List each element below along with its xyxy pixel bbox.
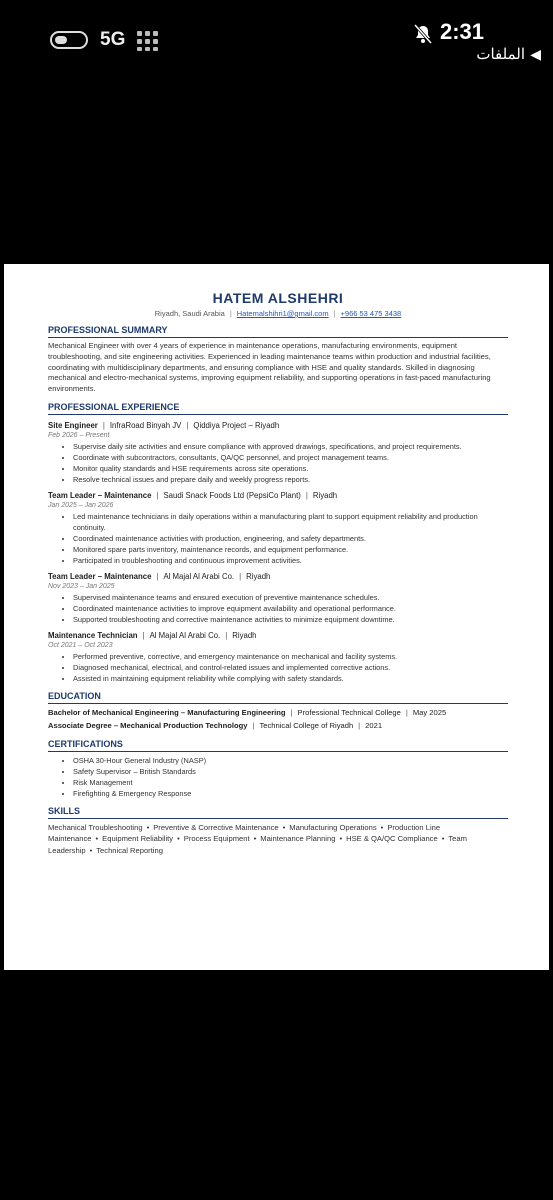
job-bullet: • Participated in troubleshooting and continuous improvement activities.	[73, 555, 508, 566]
skill-separator: •	[253, 834, 257, 844]
mute-bell-icon	[414, 24, 432, 44]
job-dates: Jan 2025 – Jan 2026	[48, 501, 114, 509]
job-bullet: • Supervised maintenance teams and ensured execution of preventive maintenance schedules.	[73, 592, 508, 603]
signal-grid-icon	[137, 31, 163, 51]
skill-separator: •	[339, 834, 343, 844]
skill-separator: •	[177, 834, 180, 844]
skill-item: Maintenance Planning	[260, 834, 336, 844]
education-entry	[48, 720, 508, 732]
job-bullet: • Supervise daily site activities and ensure compliance with approved drawings, specifications, and project requirements.	[73, 441, 508, 452]
job-list	[48, 421, 508, 684]
resume-content	[48, 290, 508, 856]
job-bullets	[48, 511, 508, 566]
certification-list	[48, 755, 508, 799]
skill-separator: •	[146, 822, 150, 832]
network-type: 5G	[100, 29, 126, 50]
job-entry	[48, 572, 508, 625]
job-company: Saudi Snack Foods Ltd (PepsiCo Plant)	[163, 490, 301, 500]
clock: 2:31	[440, 19, 485, 44]
resume-document	[4, 264, 549, 970]
education-section	[48, 691, 508, 732]
job-dates: Nov 2023 – Jan 2025	[48, 582, 115, 590]
back-to-files-link[interactable]: الملفات	[476, 46, 525, 63]
job-dates: Feb 2026 – Present	[48, 431, 110, 439]
job-entry	[48, 631, 508, 684]
job-title: Site Engineer	[48, 420, 98, 430]
section-title: PROFESSIONAL SUMMARY	[48, 325, 508, 338]
job-company: Al Majal Al Arabi Co.	[149, 630, 221, 640]
certification-item: • Safety Supervisor – British Standards	[73, 766, 508, 777]
education-entry	[48, 707, 508, 719]
certification-item: • OSHA 30-Hour General Industry (NASP)	[73, 755, 508, 766]
experience-section	[48, 402, 508, 684]
degree: Associate Degree – Mechanical Production Technology	[48, 720, 248, 730]
skill-item: Preventive & Corrective Maintenance	[153, 822, 279, 832]
skill-item: Manufacturing Operations	[289, 822, 377, 832]
separator: |	[239, 571, 242, 581]
job-company: Al Majal Al Arabi Co.	[163, 571, 235, 581]
skill-item: Technical Reporting	[96, 845, 163, 855]
skill-separator: •	[441, 834, 445, 844]
section-title: EDUCATION	[48, 691, 508, 704]
job-header	[48, 421, 508, 431]
job-location: Riyadh	[232, 630, 257, 640]
job-location: Riyadh	[312, 490, 338, 500]
toggle-pill-icon	[50, 31, 88, 49]
separator: |	[252, 720, 255, 730]
certifications-section	[48, 739, 508, 799]
school: Technical College of Riyadh	[259, 720, 354, 730]
skill-separator: •	[89, 845, 93, 855]
email-link[interactable]: Hatemalshihri1@gmail.com	[236, 309, 329, 318]
skill-separator: •	[282, 822, 286, 832]
summary-section	[48, 325, 508, 395]
skill-item: Production Line Maintenance	[48, 822, 441, 844]
job-bullet: • Resolve technical issues and prepare daily and weekly progress reports.	[73, 474, 508, 485]
job-header	[48, 572, 508, 582]
job-bullet: • Monitor quality standards and HSE requirements across site operations.	[73, 463, 508, 474]
job-entry	[48, 421, 508, 485]
skill-item: HSE & QA/QC Compliance	[346, 834, 438, 844]
status-bar	[0, 0, 553, 80]
job-bullets	[48, 441, 508, 485]
job-title: Team Leader – Maintenance	[48, 571, 152, 581]
degree: Bachelor of Mechanical Engineering – Manufacturing Engineering	[48, 707, 286, 717]
education-list	[48, 707, 508, 732]
certification-item: • Firefighting & Emergency Response	[73, 788, 508, 799]
section-title: CERTIFICATIONS	[48, 739, 508, 752]
back-arrow-icon[interactable]: ◀	[530, 46, 541, 62]
section-title: SKILLS	[48, 806, 508, 819]
separator: |	[290, 707, 293, 717]
job-dates: Oct 2021 – Oct 2023	[48, 641, 113, 649]
skill-item: Mechanical Troubleshooting	[48, 822, 143, 832]
job-bullet: • Coordinated maintenance activities to improve equipment availability and operational performance.	[73, 603, 508, 614]
separator: |	[186, 420, 189, 430]
graduation-year: May 2025	[412, 707, 447, 717]
job-header	[48, 491, 508, 501]
job-project: Qiddiya Project – Riyadh	[193, 420, 280, 430]
skills-section	[48, 806, 508, 857]
job-location: Riyadh	[246, 571, 271, 581]
job-bullet: • Led maintenance technicians in daily operations within a manufacturing plant to support equipment reliability and production continuity.	[73, 511, 508, 533]
separator: |	[305, 490, 308, 500]
skill-item: Team Leadership	[48, 834, 467, 855]
separator: |	[225, 630, 228, 640]
phone-link[interactable]: +966 53 475 3438	[340, 309, 402, 318]
job-bullet: • Diagnosed mechanical, electrical, and control-related issues and implemented corrective actions.	[73, 662, 508, 673]
skill-separator: •	[95, 834, 99, 844]
job-bullet: • Coordinated maintenance activities with production, engineering, and safety departments.	[73, 533, 508, 544]
skills-list	[48, 822, 508, 857]
separator: |	[156, 490, 159, 500]
certification-item: • Risk Management	[73, 777, 508, 788]
job-bullet: • Supported troubleshooting and corrective maintenance activities to minimize equipment downtime.	[73, 614, 508, 625]
graduation-year: 2021	[365, 720, 383, 730]
job-header	[48, 631, 508, 641]
job-bullet: • Monitored spare parts inventory, maintenance records, and equipment performance.	[73, 544, 508, 555]
section-title: PROFESSIONAL EXPERIENCE	[48, 402, 508, 415]
job-company: InfraRoad Binyah JV	[109, 420, 182, 430]
job-title: Maintenance Technician	[48, 630, 138, 640]
job-bullet: • Coordinate with subcontractors, consultants, QA/QC personnel, and project management teams.	[73, 452, 508, 463]
school: Professional Technical College	[297, 707, 401, 717]
contact-line: Riyadh, Saudi Arabia | Hatemalshihri1@gmail.com | +966 53 475 3438	[154, 309, 402, 318]
skill-item: Process Equipment	[183, 834, 250, 844]
skill-separator: •	[380, 822, 384, 832]
job-bullet: • Performed preventive, corrective, and emergency maintenance on mechanical and facility systems.	[73, 651, 508, 662]
separator: |	[358, 720, 361, 730]
resume-name: HATEM ALSHEHRI	[212, 290, 344, 306]
summary-text: Mechanical Engineer with over 4 years of experience in maintenance operations, manufacturing environments, equipment troubleshooting, and site engineering activities. Experienced in leading maintenance teams within production and industrial facilities, coordinating with multidisciplinary departments, and ensuring compliance with HSE and quality standards. Skilled in diagnosing mechanical and electro-mechanical systems, improving equipment reliability, and supporting operations in fast-paced manufacturing environments.	[48, 341, 491, 394]
separator: |	[156, 571, 159, 581]
job-entry	[48, 491, 508, 566]
separator: |	[142, 630, 145, 640]
job-bullet: • Assisted in maintaining equipment reliability while complying with safety standards.	[73, 673, 508, 684]
skill-item: Equipment Reliability	[102, 834, 174, 844]
job-bullets	[48, 651, 508, 684]
job-bullets	[48, 592, 508, 625]
job-title: Team Leader – Maintenance	[48, 490, 152, 500]
separator: |	[102, 420, 105, 430]
separator: |	[405, 707, 408, 717]
location-text: Riyadh, Saudi Arabia	[154, 309, 225, 318]
